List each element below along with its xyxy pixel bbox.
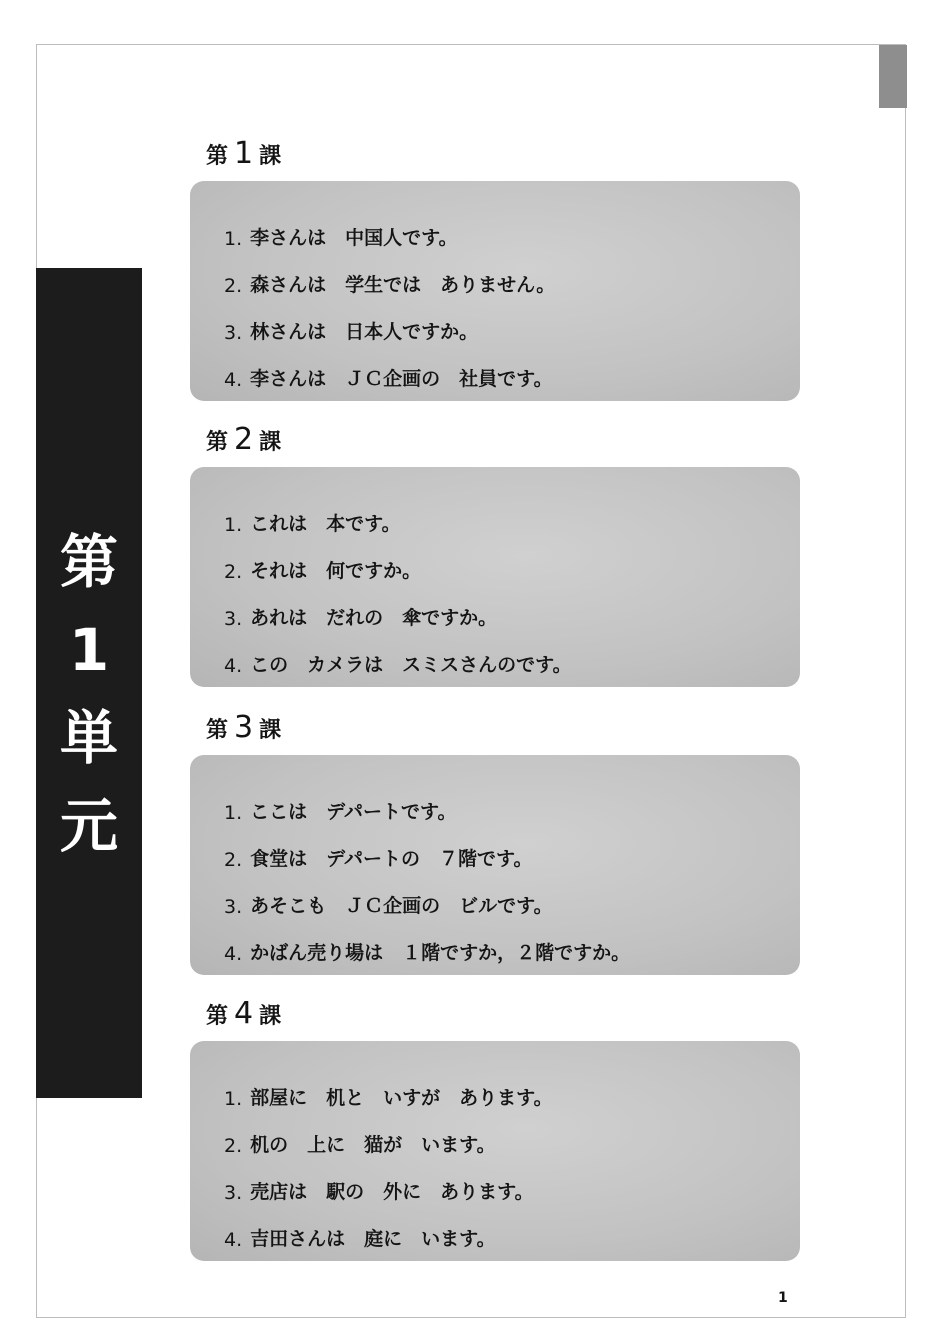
sentence-number: 2. <box>224 1135 243 1157</box>
sentence-box <box>190 467 800 687</box>
lesson-4 <box>190 996 800 1261</box>
lesson-title <box>206 996 800 1031</box>
lesson-title <box>206 710 800 745</box>
sentence-number: 1. <box>224 514 243 536</box>
sentence-number: 3. <box>224 322 243 344</box>
sentence <box>224 203 800 250</box>
lesson-title-prefix: 第 <box>206 430 231 455</box>
lesson-3 <box>190 710 800 975</box>
sentence <box>224 777 800 824</box>
lesson-title-suffix: 課 <box>259 144 284 169</box>
sentence-text: 林さんは 日本人ですか。 <box>250 321 479 343</box>
sentence-text: 森さんは 学生では ありません。 <box>250 274 556 296</box>
lesson-number: 2 <box>234 422 256 457</box>
lesson-title-prefix: 第 <box>206 718 231 743</box>
sentence-number: 1. <box>224 1088 243 1110</box>
sentence <box>224 344 800 391</box>
lesson-title-suffix: 課 <box>259 1004 284 1029</box>
lesson-2 <box>190 422 800 687</box>
lesson-1 <box>190 136 800 401</box>
sentence-number: 2. <box>224 275 243 297</box>
sentence <box>224 536 800 583</box>
sentence-number: 3. <box>224 608 243 630</box>
lesson-title-prefix: 第 <box>206 1004 231 1029</box>
lesson-number: 1 <box>234 136 256 171</box>
sentence-number: 4. <box>224 1229 243 1251</box>
sentence-text: この カメラは スミスさんのです。 <box>250 654 572 676</box>
sentence-number: 3. <box>224 1182 243 1204</box>
lesson-title <box>206 422 800 457</box>
sentence-text: 李さんは 中国人です。 <box>250 227 458 249</box>
sentence <box>224 824 800 871</box>
sentence-number: 4. <box>224 369 243 391</box>
sentence-text: 食堂は デパートの ７階です。 <box>250 848 533 870</box>
unit-char: 第 <box>59 528 118 596</box>
lesson-number: 3 <box>234 710 256 745</box>
sentence-text: 吉田さんは 庭に います。 <box>250 1228 496 1250</box>
corner-tab <box>879 45 907 108</box>
lesson-title-suffix: 課 <box>259 430 284 455</box>
sentence-text: 机の 上に 猫が います。 <box>250 1134 496 1156</box>
sentence <box>224 871 800 918</box>
lesson-title <box>206 136 800 171</box>
sentence <box>224 297 800 344</box>
sentence-text: それは 何ですか。 <box>250 560 422 582</box>
sentence <box>224 1204 800 1251</box>
page-number: 1 <box>778 1290 788 1306</box>
sentence <box>224 1157 800 1204</box>
unit-char: 元 <box>59 792 118 860</box>
sentence <box>224 583 800 630</box>
lesson-title-suffix: 課 <box>259 718 284 743</box>
sentence-text: 部屋に 机と いすが あります。 <box>250 1087 553 1109</box>
unit-char: 単 <box>59 704 118 772</box>
sentence-text: これは 本です。 <box>250 513 401 535</box>
sentence <box>224 1063 800 1110</box>
sentence <box>224 250 800 297</box>
lesson-number: 4 <box>234 996 256 1031</box>
sentence-text: あそこも ＪＣ企画の ビルです。 <box>250 895 553 917</box>
sentence-number: 3. <box>224 896 243 918</box>
sentence-text: 李さんは ＪＣ企画の 社員です。 <box>250 368 553 390</box>
sentence-text: あれは だれの 傘ですか。 <box>250 607 498 629</box>
sentence-number: 1. <box>224 228 243 250</box>
sentence <box>224 489 800 536</box>
sentence <box>224 1110 800 1157</box>
sentence-box <box>190 1041 800 1261</box>
unit-banner <box>36 268 142 1098</box>
unit-char: 1 <box>68 616 110 684</box>
sentence-number: 2. <box>224 849 243 871</box>
sentence <box>224 918 800 965</box>
sentence-number: 2. <box>224 561 243 583</box>
sentence-text: ここは デパートです。 <box>250 801 457 823</box>
lesson-title-prefix: 第 <box>206 144 231 169</box>
sentence-number: 4. <box>224 943 243 965</box>
sentence-number: 4. <box>224 655 243 677</box>
sentence-box <box>190 755 800 975</box>
sentence-text: かばん売り場は １階ですか，２階ですか。 <box>250 942 631 964</box>
sentence <box>224 630 800 677</box>
sentence-box <box>190 181 800 401</box>
sentence-text: 売店は 駅の 外に あります。 <box>250 1181 534 1203</box>
sentence-number: 1. <box>224 802 243 824</box>
